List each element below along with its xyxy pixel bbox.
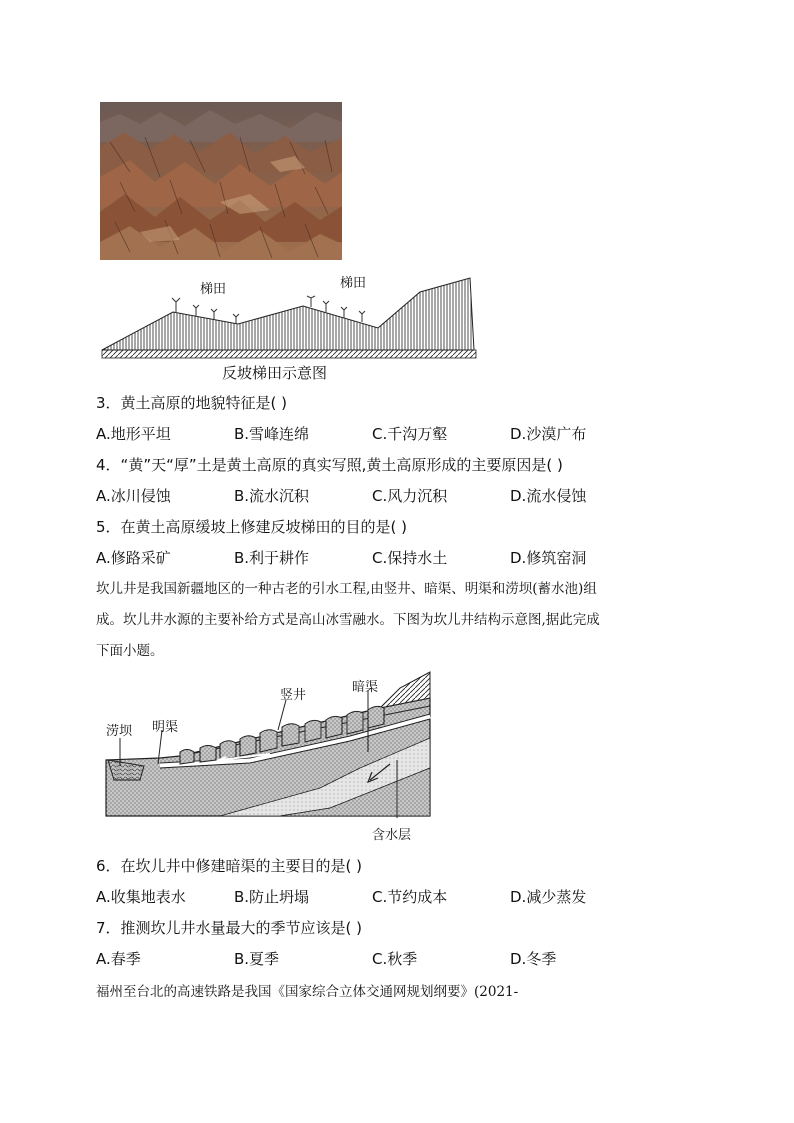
passage2-line-1: 福州至台北的高速铁路是我国《国家综合立体交通网规划纲要》(2021- bbox=[96, 984, 519, 1000]
label-tunnel: 暗渠 bbox=[352, 680, 379, 695]
passage-line-1: 坎儿井是我国新疆地区的一种古老的引水工程,由竖井、暗渠、明渠和涝坝(蓄水池)组 bbox=[96, 581, 597, 597]
question-7-option-c[interactable]: C.秋季 bbox=[372, 950, 418, 968]
question-5-option-d[interactable]: D.修筑窑洞 bbox=[510, 549, 587, 567]
question-4-option-d[interactable]: D.流水侵蚀 bbox=[510, 487, 587, 505]
question-5-option-a[interactable]: A.修路采矿 bbox=[96, 549, 171, 567]
question-3-option-b[interactable]: B.雪峰连绵 bbox=[234, 425, 310, 443]
loess-plateau-photo bbox=[100, 102, 342, 260]
question-6-option-c[interactable]: C.节约成本 bbox=[372, 888, 448, 906]
question-3-option-d[interactable]: D.沙漠广布 bbox=[510, 425, 587, 443]
question-3-option-c[interactable]: C.千沟万壑 bbox=[372, 425, 448, 443]
question-6-option-d[interactable]: D.减少蒸发 bbox=[510, 888, 587, 906]
question-4-option-b[interactable]: B.流水沉积 bbox=[234, 487, 310, 505]
question-5-option-c[interactable]: C.保持水土 bbox=[372, 549, 448, 567]
question-3-stem: 3．黄土高原的地貌特征是( ) bbox=[96, 394, 288, 412]
terrace-label-1: 梯田 bbox=[200, 282, 227, 297]
label-pond: 涝坝 bbox=[106, 724, 133, 739]
question-6-stem: 6．在坎儿井中修建暗渠的主要目的是( ) bbox=[96, 857, 363, 875]
question-7-option-a[interactable]: A.春季 bbox=[96, 950, 141, 968]
question-5-stem: 5．在黄土高原缓坡上修建反坡梯田的目的是( ) bbox=[96, 518, 408, 536]
karez-diagram bbox=[100, 668, 435, 823]
passage-line-2: 成。坎儿井水源的主要补给方式是高山冰雪融水。下图为坎儿井结构示意图,据此完成 bbox=[96, 612, 600, 628]
question-7-stem: 7．推测坎儿井水量最大的季节应该是( ) bbox=[96, 919, 363, 937]
question-3-option-a[interactable]: A.地形平坦 bbox=[96, 425, 171, 443]
label-aquifer: 含水层 bbox=[372, 828, 412, 843]
passage-line-3: 下面小题。 bbox=[96, 643, 164, 659]
question-4-option-a[interactable]: A.冰川侵蚀 bbox=[96, 487, 171, 505]
question-4-stem: 4．“黄”天“厚”土是黄土高原的真实写照,黄土高原形成的主要原因是( ) bbox=[96, 456, 563, 474]
question-7-option-d[interactable]: D.冬季 bbox=[510, 950, 557, 968]
question-6-option-b[interactable]: B.防止坍塌 bbox=[234, 888, 310, 906]
figure-caption: 反坡梯田示意图 bbox=[222, 364, 328, 382]
question-7-option-b[interactable]: B.夏季 bbox=[234, 950, 280, 968]
label-shaft: 竖井 bbox=[280, 688, 307, 703]
terrace-label-2: 梯田 bbox=[340, 276, 367, 291]
terrace-diagram bbox=[98, 270, 478, 365]
label-channel: 明渠 bbox=[152, 720, 179, 735]
question-5-option-b[interactable]: B.利于耕作 bbox=[234, 549, 310, 567]
question-6-option-a[interactable]: A.收集地表水 bbox=[96, 888, 186, 906]
question-4-option-c[interactable]: C.风力沉积 bbox=[372, 487, 448, 505]
